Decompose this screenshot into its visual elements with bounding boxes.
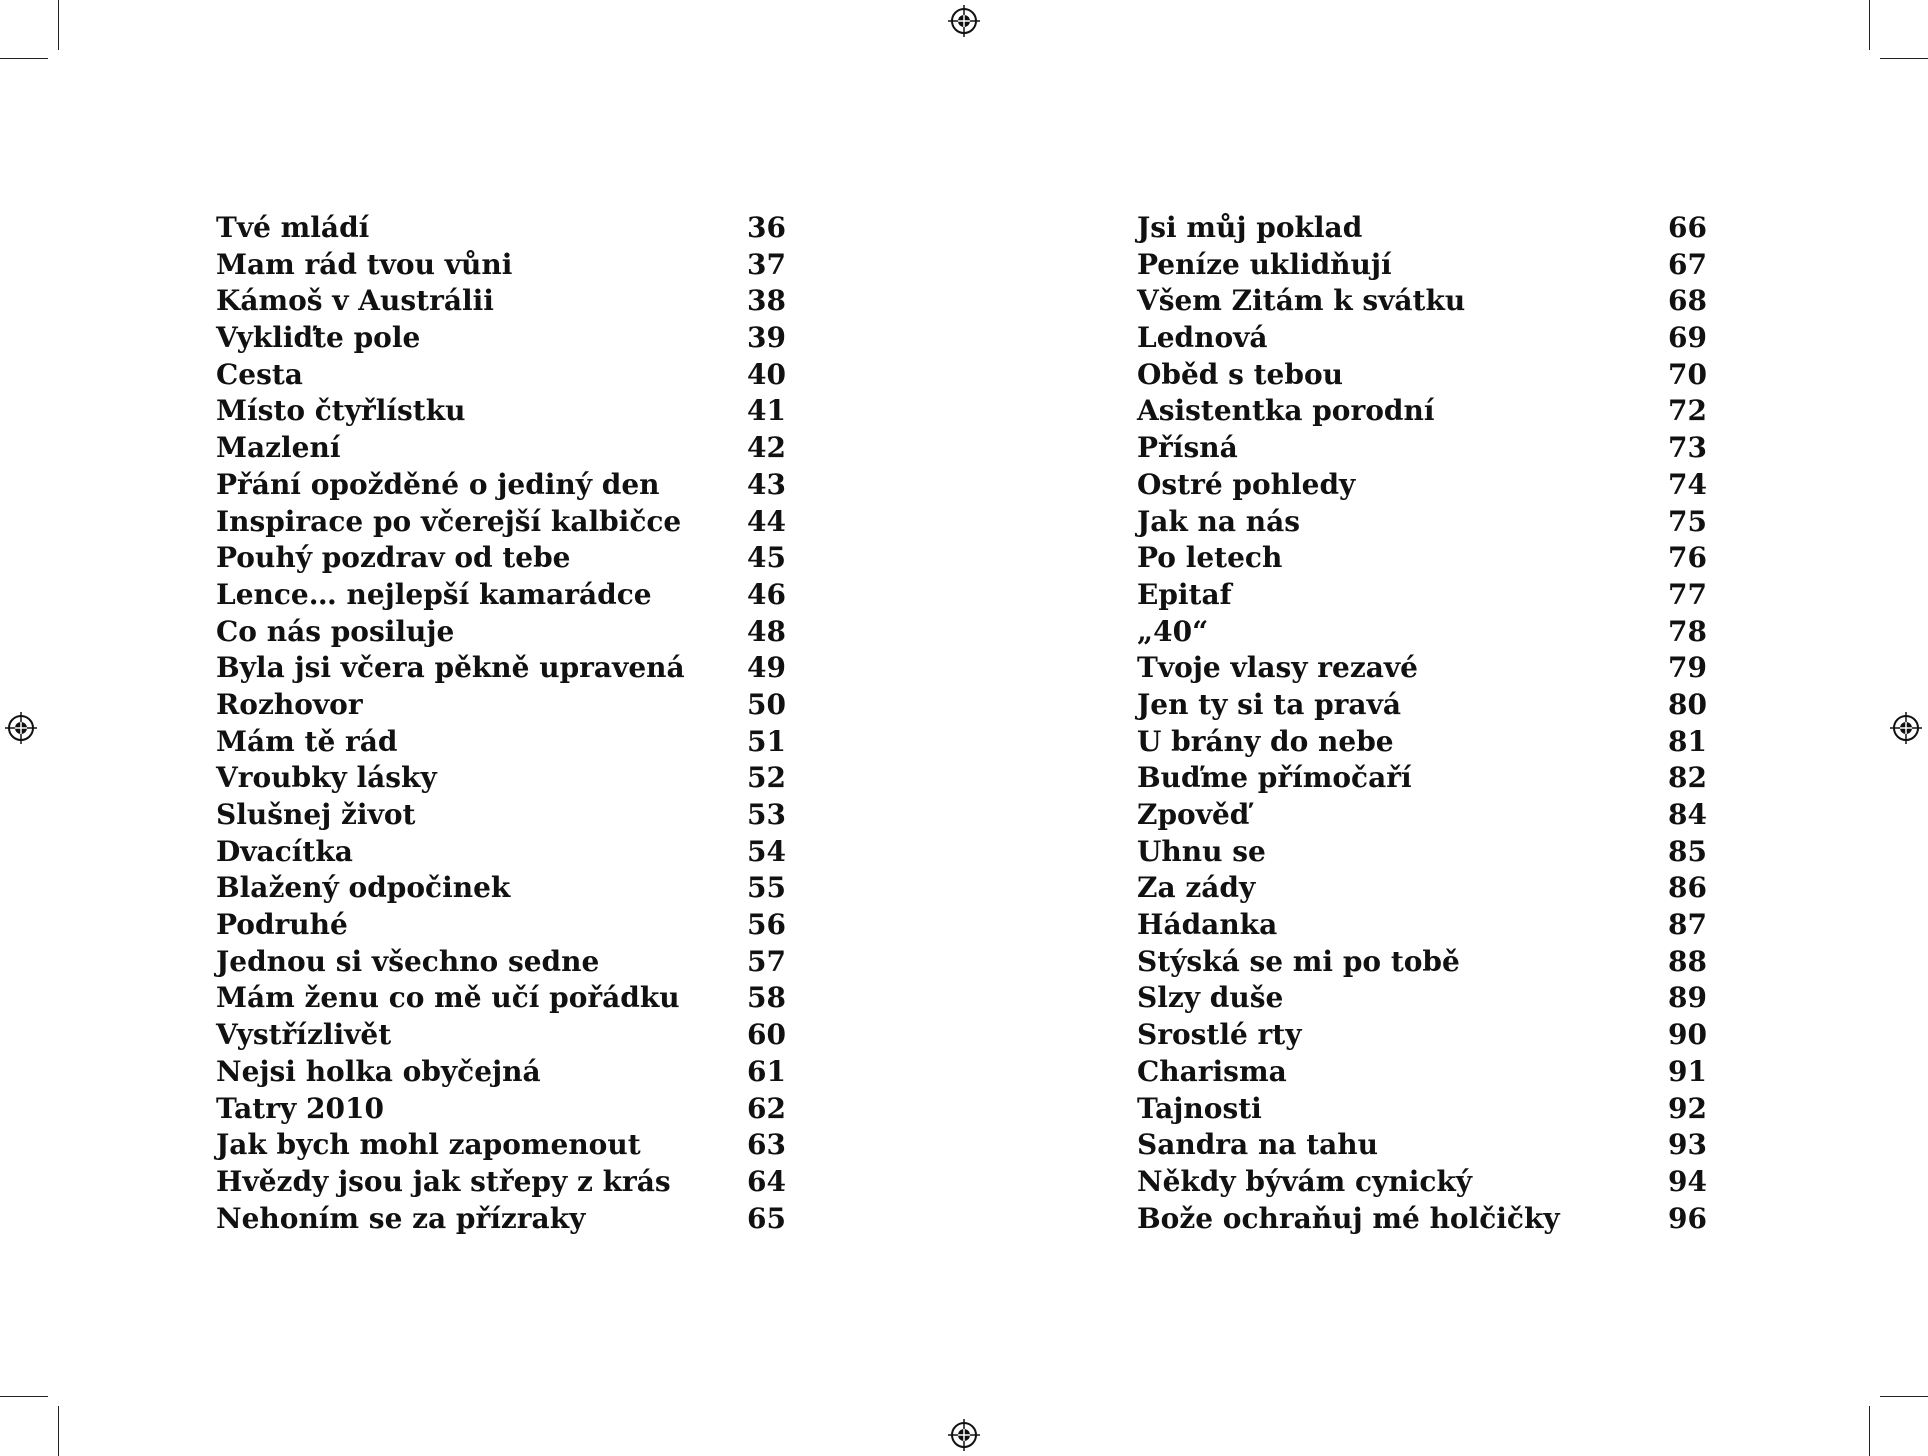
toc-entry-page-number: 50 [747, 687, 786, 721]
toc-entry-page-number: 55 [747, 871, 786, 905]
toc-entry [216, 907, 786, 944]
toc-entry [1137, 650, 1707, 687]
toc-entry-page-number: 54 [747, 834, 786, 868]
toc-entry-page-number: 75 [1668, 504, 1707, 538]
toc-entry-title: Blažený odpočinek [216, 871, 511, 905]
toc-entry-title: Asistentka porodní [1137, 394, 1435, 428]
toc-entry [216, 1127, 786, 1164]
toc-entry [1137, 1127, 1707, 1164]
toc-entry-page-number: 38 [747, 284, 786, 318]
toc-entry-page-number: 37 [747, 247, 786, 281]
toc-entry [1137, 504, 1707, 541]
toc-entry [1137, 577, 1707, 614]
toc-entry-title: Buďme přímočaří [1137, 761, 1412, 795]
toc-entry-title: Uhnu se [1137, 834, 1266, 868]
toc-entry-page-number: 70 [1668, 357, 1707, 391]
registration-mark-bottom-icon [947, 1418, 981, 1452]
toc-entry-title: Tajnosti [1137, 1091, 1262, 1125]
toc-entry-page-number: 92 [1668, 1091, 1707, 1125]
toc-entry-title: Mám ženu co mě učí pořádku [216, 981, 680, 1015]
toc-entry-page-number: 87 [1668, 908, 1707, 942]
toc-entry-title: Slzy duše [1137, 981, 1284, 1015]
toc-entry [216, 1164, 786, 1201]
toc-entry [1137, 210, 1707, 247]
toc-entry-title: Peníze uklidňují [1137, 247, 1392, 281]
registration-mark-top-icon [947, 4, 981, 38]
toc-entry-page-number: 61 [747, 1054, 786, 1088]
toc-entry [216, 247, 786, 284]
toc-column-right [1137, 210, 1707, 1237]
toc-entry-title: Po letech [1137, 541, 1283, 575]
toc-entry-page-number: 81 [1668, 724, 1707, 758]
toc-entry [216, 357, 786, 394]
toc-entry-title: Vystřízlivět [216, 1018, 392, 1052]
toc-entry [1137, 834, 1707, 871]
toc-entry [1137, 357, 1707, 394]
toc-entry-page-number: 76 [1668, 541, 1707, 575]
toc-entry-page-number: 44 [747, 504, 786, 538]
toc-entry-page-number: 90 [1668, 1018, 1707, 1052]
toc-entry-page-number: 80 [1668, 687, 1707, 721]
toc-entry-title: Podruhé [216, 908, 348, 942]
toc-entry [216, 834, 786, 871]
toc-entry-page-number: 86 [1668, 871, 1707, 905]
crop-mark-bottom-left-vertical [58, 1406, 59, 1456]
toc-entry-page-number: 43 [747, 467, 786, 501]
toc-entry [1137, 540, 1707, 577]
toc-entry-title: Místo čtyřlístku [216, 394, 466, 428]
toc-entry [216, 430, 786, 467]
toc-entry-title: Přání opožděné o jediný den [216, 467, 660, 501]
toc-entry-page-number: 93 [1668, 1128, 1707, 1162]
toc-entry-title: Vroubky lásky [216, 761, 437, 795]
crop-mark-top-left-vertical [58, 0, 59, 50]
toc-entry-page-number: 91 [1668, 1054, 1707, 1088]
toc-entry-page-number: 51 [747, 724, 786, 758]
toc-entry-title: Srostlé rty [1137, 1018, 1302, 1052]
toc-entry-page-number: 40 [747, 357, 786, 391]
toc-entry-title: Všem Zitám k svátku [1137, 284, 1466, 318]
toc-entry-page-number: 58 [747, 981, 786, 1015]
toc-entry [1137, 614, 1707, 651]
toc-entry-title: Mazlení [216, 431, 341, 465]
toc-entry-page-number: 96 [1668, 1201, 1707, 1235]
toc-entry-title: Zpověď [1137, 798, 1250, 831]
toc-entry [216, 760, 786, 797]
toc-entry-page-number: 56 [747, 908, 786, 942]
toc-entry-page-number: 89 [1668, 981, 1707, 1015]
toc-entry [1137, 430, 1707, 467]
toc-entry-page-number: 52 [747, 761, 786, 795]
toc-entry [216, 797, 786, 834]
toc-entry [1137, 283, 1707, 320]
toc-entry-title: Sandra na tahu [1137, 1128, 1378, 1162]
toc-entry-title: Hvězdy jsou jak střepy z krás [216, 1164, 671, 1198]
crop-mark-top-right-vertical [1869, 0, 1870, 50]
toc-entry-page-number: 36 [747, 211, 786, 244]
crop-mark-bottom-left-horizontal [0, 1396, 48, 1397]
toc-entry-title: Nehoním se za přízraky [216, 1201, 586, 1235]
toc-entry [1137, 944, 1707, 981]
toc-entry [216, 687, 786, 724]
toc-entry-page-number: 64 [747, 1164, 786, 1198]
toc-entry-title: Oběd s tebou [1137, 357, 1343, 391]
toc-entry [1137, 247, 1707, 284]
toc-entry [216, 393, 786, 430]
toc-entry-title: Jen ty si ta pravá [1137, 687, 1401, 721]
toc-entry-page-number: 48 [747, 614, 786, 648]
toc-entry-title: Pouhý pozdrav od tebe [216, 541, 571, 575]
toc-entry-page-number: 88 [1668, 944, 1707, 978]
toc-entry-title: „40“ [1137, 614, 1209, 648]
toc-entry [216, 944, 786, 981]
toc-entry-title: Charisma [1137, 1054, 1287, 1088]
registration-mark-left-icon [4, 711, 38, 745]
toc-entry [1137, 1091, 1707, 1128]
toc-entry-title: Jak na nás [1137, 504, 1301, 538]
toc-entry [216, 1017, 786, 1054]
toc-entry [216, 650, 786, 687]
toc-entry-title: Epitaf [1137, 577, 1232, 611]
toc-entry [1137, 760, 1707, 797]
toc-entry [216, 283, 786, 320]
toc-entry-page-number: 45 [747, 541, 786, 575]
toc-entry [216, 870, 786, 907]
toc-entry [1137, 870, 1707, 907]
toc-entry-page-number: 82 [1668, 761, 1707, 795]
toc-entry-title: Jednou si všechno sedne [216, 944, 600, 978]
toc-entry-title: Přísná [1137, 431, 1238, 465]
toc-entry-page-number: 73 [1668, 431, 1707, 465]
toc-entry [1137, 797, 1707, 834]
toc-entry [216, 724, 786, 761]
toc-entry-page-number: 68 [1668, 284, 1707, 318]
toc-entry-title: U brány do nebe [1137, 724, 1394, 758]
toc-entry-page-number: 49 [747, 651, 786, 685]
toc-entry-title: Ostré pohledy [1137, 467, 1356, 501]
toc-entry [1137, 467, 1707, 504]
toc-entry-page-number: 78 [1668, 614, 1707, 648]
toc-entry [216, 210, 786, 247]
toc-entry [1137, 1017, 1707, 1054]
toc-entry-title: Za zády [1137, 871, 1256, 905]
toc-entry [1137, 907, 1707, 944]
toc-entry [216, 540, 786, 577]
toc-entry [216, 577, 786, 614]
toc-entry-page-number: 57 [747, 944, 786, 978]
toc-entry [1137, 393, 1707, 430]
toc-entry-title: Vykliďte pole [216, 321, 421, 355]
toc-entry [216, 504, 786, 541]
toc-entry [1137, 1164, 1707, 1201]
toc-entry-title: Tatry 2010 [216, 1091, 384, 1125]
crop-mark-top-left-horizontal [0, 58, 48, 59]
toc-entry [1137, 320, 1707, 357]
toc-entry-page-number: 77 [1668, 577, 1707, 611]
toc-entry [1137, 980, 1707, 1017]
toc-entry-title: Tvoje vlasy rezavé [1137, 651, 1418, 685]
toc-entry-title: Rozhovor [216, 687, 363, 721]
toc-entry-title: Co nás posiluje [216, 614, 455, 648]
toc-entry [1137, 1201, 1707, 1238]
toc-entry-title: Lence… nejlepší kamarádce [216, 577, 652, 611]
toc-entry [1137, 687, 1707, 724]
toc-entry-page-number: 63 [747, 1128, 786, 1162]
toc-entry-page-number: 65 [747, 1201, 786, 1235]
crop-mark-bottom-right-vertical [1869, 1406, 1870, 1456]
toc-entry-title: Mám tě rád [216, 724, 398, 758]
toc-column-left [216, 210, 786, 1237]
toc-entry [216, 980, 786, 1017]
toc-entry-title: Mam rád tvou vůni [216, 247, 513, 281]
toc-entry-page-number: 42 [747, 431, 786, 465]
toc-entry-page-number: 74 [1668, 467, 1707, 501]
toc-entry [216, 1054, 786, 1091]
toc-entry-title: Dvacítka [216, 834, 353, 868]
toc-entry-page-number: 62 [747, 1091, 786, 1125]
toc-entry-page-number: 79 [1668, 651, 1707, 685]
toc-entry-title: Jsi můj poklad [1137, 211, 1363, 244]
toc-entry-title: Lednová [1137, 321, 1268, 355]
toc-entry-title: Hádanka [1137, 908, 1278, 942]
registration-mark-right-icon [1889, 711, 1923, 745]
toc-entry-title: Byla jsi včera pěkně upravená [216, 651, 685, 685]
toc-entry-page-number: 69 [1668, 321, 1707, 355]
crop-mark-top-right-horizontal [1880, 58, 1928, 59]
toc-entry-page-number: 60 [747, 1018, 786, 1052]
toc-entry-title: Nejsi holka obyčejná [216, 1054, 541, 1088]
toc-entry [1137, 724, 1707, 761]
toc-entry [216, 467, 786, 504]
toc-entry [1137, 1054, 1707, 1091]
crop-mark-bottom-right-horizontal [1880, 1396, 1928, 1397]
toc-entry-page-number: 41 [747, 394, 786, 428]
toc-entry-title: Bože ochraňuj mé holčičky [1137, 1201, 1560, 1235]
toc-entry-page-number: 72 [1668, 394, 1707, 428]
toc-entry-title: Slušnej život [216, 798, 416, 831]
toc-entry-title: Tvé mládí [216, 211, 370, 244]
toc-entry-page-number: 85 [1668, 834, 1707, 868]
toc-entry [216, 320, 786, 357]
toc-entry-page-number: 53 [747, 798, 786, 831]
toc-entry-page-number: 39 [747, 321, 786, 355]
toc-entry [216, 1201, 786, 1238]
toc-entry-page-number: 46 [747, 577, 786, 611]
toc-entry-title: Inspirace po včerejší kalbičce [216, 504, 682, 538]
toc-entry-title: Někdy bývám cynický [1137, 1164, 1473, 1198]
toc-entry-page-number: 84 [1668, 798, 1707, 831]
toc-entry [216, 614, 786, 651]
toc-entry [216, 1091, 786, 1128]
toc-entry-page-number: 66 [1668, 211, 1707, 244]
toc-entry-title: Kámoš v Austrálii [216, 284, 494, 318]
toc-entry-title: Stýská se mi po tobě [1137, 944, 1460, 978]
toc-entry-page-number: 94 [1668, 1164, 1707, 1198]
toc-entry-title: Cesta [216, 357, 303, 391]
toc-entry-page-number: 67 [1668, 247, 1707, 281]
toc-entry-title: Jak bych mohl zapomenout [216, 1128, 641, 1162]
